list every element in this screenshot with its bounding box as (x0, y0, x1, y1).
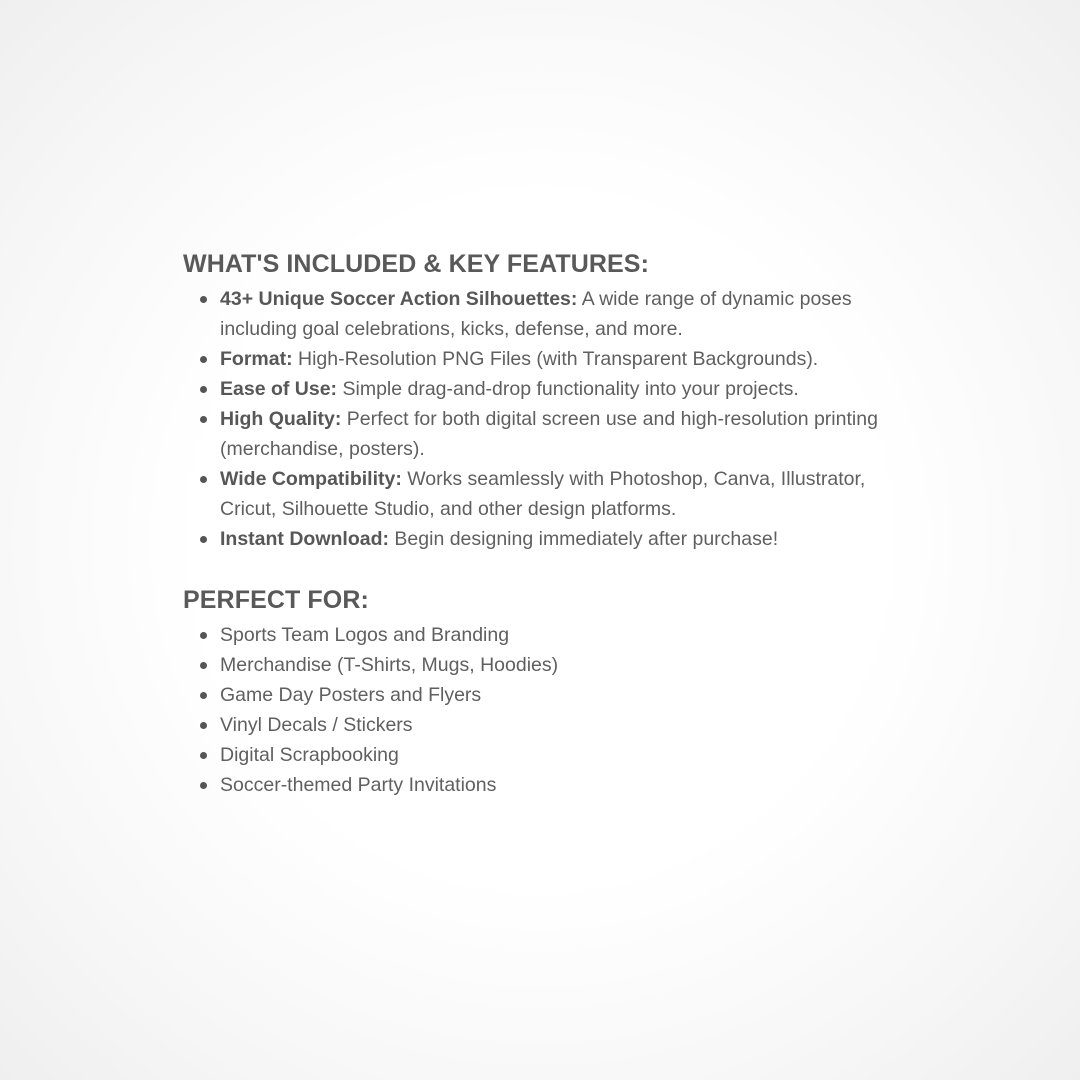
features-heading: WHAT'S INCLUDED & KEY FEATURES: (183, 250, 649, 278)
feature-text: Begin designing immediately after purchase! (389, 528, 779, 550)
use-case-item (183, 650, 903, 680)
feature-item (183, 404, 903, 464)
bullet-icon (200, 782, 207, 789)
features-list (183, 284, 903, 554)
feature-term: Ease of Use: (220, 378, 338, 400)
bullet-icon (200, 536, 207, 543)
bullet-icon (200, 752, 207, 759)
feature-term: Wide Compatibility: (220, 468, 402, 490)
use-case-item (183, 710, 903, 740)
content-block (183, 248, 903, 800)
feature-term: 43+ Unique Soccer Action Silhouettes: (220, 288, 578, 310)
perfect-for-heading: PERFECT FOR: (183, 586, 369, 614)
bullet-icon (200, 476, 207, 483)
feature-item (183, 464, 903, 524)
use-case-item (183, 770, 903, 800)
feature-text: Perfect for both digital screen use and high-resolution printing (merchandise, posters). (220, 408, 878, 460)
bullet-icon (200, 692, 207, 699)
feature-term: Format: (220, 348, 293, 370)
use-case-item (183, 680, 903, 710)
feature-text: Works seamlessly with Photoshop, Canva, Illustrator, Cricut, Silhouette Studio, and other design platforms. (220, 468, 866, 520)
bullet-icon (200, 632, 207, 639)
bullet-icon (200, 662, 207, 669)
use-case-text: Game Day Posters and Flyers (220, 684, 482, 706)
use-case-item (183, 740, 903, 770)
perfect-for-list (183, 620, 903, 800)
feature-text: A wide range of dynamic poses including goal celebrations, kicks, defense, and more. (220, 288, 852, 340)
bullet-icon (200, 416, 207, 423)
feature-item (183, 284, 903, 344)
feature-item (183, 374, 903, 404)
use-case-text: Merchandise (T-Shirts, Mugs, Hoodies) (220, 654, 559, 676)
bullet-icon (200, 356, 207, 363)
bullet-icon (200, 722, 207, 729)
feature-text: High-Resolution PNG Files (with Transparent Backgrounds). (292, 348, 819, 370)
bullet-icon (200, 386, 207, 393)
use-case-text: Digital Scrapbooking (220, 744, 399, 766)
bullet-icon (200, 296, 207, 303)
feature-item (183, 524, 903, 554)
feature-text: Simple drag-and-drop functionality into your projects. (337, 378, 799, 400)
use-case-text: Vinyl Decals / Stickers (220, 714, 413, 736)
feature-term: Instant Download: (220, 528, 389, 550)
use-case-item (183, 620, 903, 650)
feature-item (183, 344, 903, 374)
feature-term: High Quality: (220, 408, 342, 430)
use-case-text: Soccer-themed Party Invitations (220, 774, 497, 796)
section-spacer (183, 554, 903, 584)
use-case-text: Sports Team Logos and Branding (220, 624, 510, 646)
